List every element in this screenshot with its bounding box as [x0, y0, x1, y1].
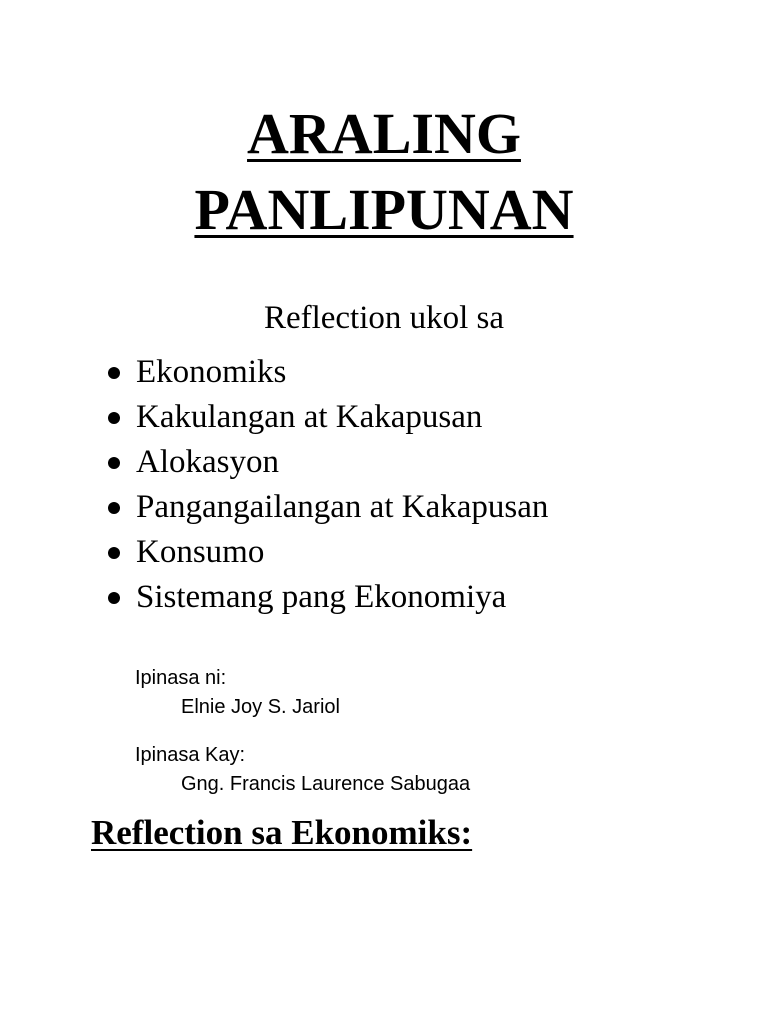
- submitted-to-name: Gng. Francis Laurence Sabugaa: [181, 773, 471, 795]
- title-line-1: ARALING: [247, 101, 521, 166]
- topic-label: Pangangailangan at Kakapusan: [136, 489, 549, 525]
- list-item: [108, 440, 548, 485]
- submitted-to-label: Ipinasa Kay:: [135, 744, 246, 766]
- bullet-icon: [108, 457, 120, 469]
- list-item: [108, 575, 548, 620]
- bullet-icon: [108, 412, 120, 424]
- document-title: [0, 96, 768, 248]
- submitted-by-name: Elnie Joy S. Jariol: [181, 696, 340, 718]
- topic-label: Sistemang pang Ekonomiya: [136, 579, 507, 615]
- bullet-icon: [108, 367, 120, 379]
- list-item: [108, 350, 548, 395]
- list-item: [108, 395, 548, 440]
- topic-label: Kakulangan at Kakapusan: [136, 399, 483, 435]
- title-line-2: PANLIPUNAN: [194, 177, 574, 242]
- topic-label: Konsumo: [136, 534, 265, 570]
- list-item: [108, 485, 548, 530]
- bullet-icon: [108, 592, 120, 604]
- submitted-by-block: [135, 664, 340, 722]
- topic-label: Alokasyon: [136, 444, 279, 480]
- submitted-to-block: [135, 741, 470, 799]
- topic-label: Ekonomiks: [136, 354, 287, 390]
- topic-list: [108, 350, 548, 620]
- bullet-icon: [108, 502, 120, 514]
- submitted-by-label: Ipinasa ni:: [135, 667, 227, 689]
- section-heading: Reflection sa Ekonomiks:: [91, 813, 473, 852]
- bullet-icon: [108, 547, 120, 559]
- subtitle: Reflection ukol sa: [263, 300, 505, 336]
- list-item: [108, 530, 548, 575]
